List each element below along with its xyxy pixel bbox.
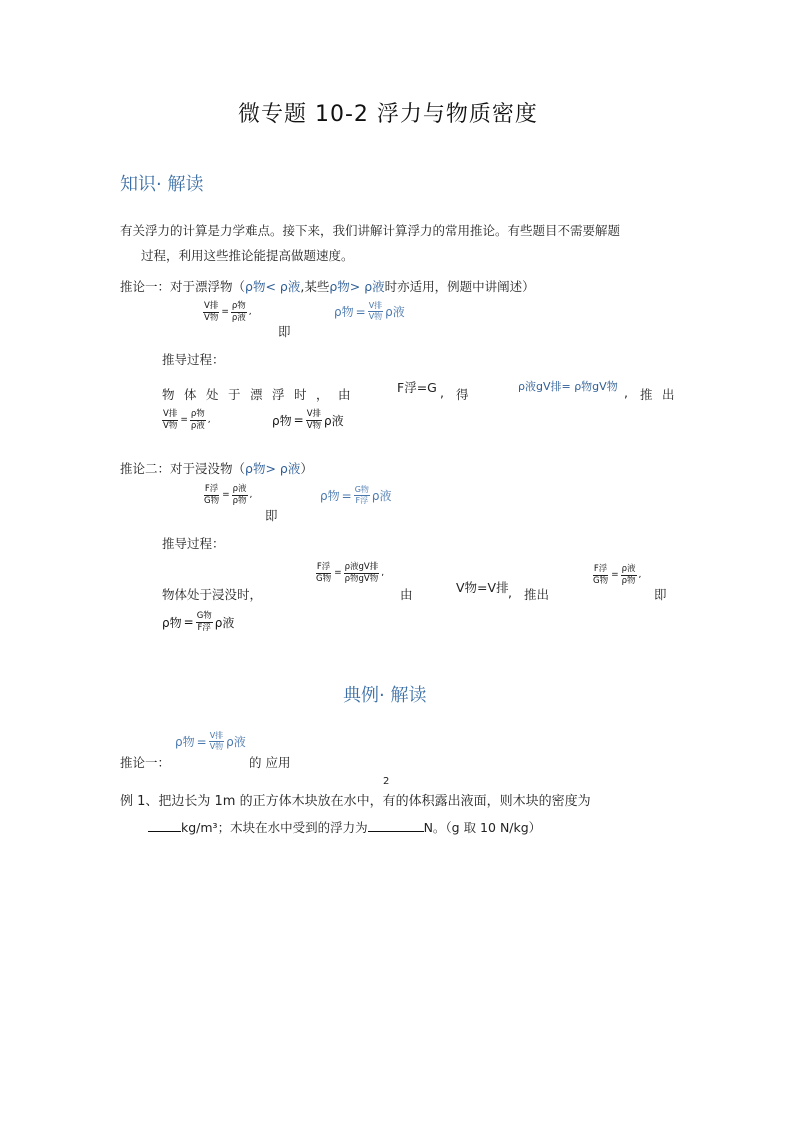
- theorem-1-derivation-eq1: F浮=G: [397, 380, 437, 395]
- theorem-1-ji: 即: [278, 324, 291, 339]
- page-title: 微专题 10-2 浮力与物质密度: [238, 102, 538, 127]
- application-label: 推论一：: [120, 755, 171, 770]
- theorem-1-formula-density: ρ物 = $\frac{\text{V排}}{\text{V物}}$ ρ液: [334, 301, 405, 321]
- example-1-line-2: [148, 818, 541, 836]
- example-1-text-d: N。（g 取 10 N/kg）: [423, 820, 542, 835]
- example-1-text-c: kg/m³；木块在水中受到的浮力为: [181, 820, 368, 835]
- application-formula: ρ物 = $\frac{\text{V排}}{\text{V物}}$ ρ液: [175, 731, 246, 751]
- theorem-2-heading: [120, 459, 313, 477]
- theorem-2-derivation-eq1: $\frac{\text{F浮}}{\text{G物}}$ = $\frac{\text{ρ液gV排}}{\text{ρ物gV物}}$ ,: [316, 562, 385, 584]
- theorem-2-ji: 即: [265, 508, 278, 523]
- theorem-1-derivation-eq2: ρ液gV排= ρ物gV物: [518, 380, 618, 393]
- example-1-text-b: 的体积露出液面，则木块的密度为: [395, 794, 591, 809]
- theorem-1-tail: 时亦适用，例题中讲阐述）: [384, 279, 535, 294]
- theorem-2-derivation-ji: 即: [654, 587, 667, 602]
- answer-blank-density[interactable]: [148, 820, 181, 832]
- theorem-1-mid: ,某些: [300, 279, 330, 294]
- intro-line-1: 有关浮力的计算是力学难点。接下来，我们讲解计算浮力的常用推论。有些题目不需要解题: [120, 223, 621, 238]
- theorem-1-result-ratio: $\frac{\text{V排}}{\text{V物}}$ = $\frac{\text{ρ物}}{\text{ρ液}}$ ,: [163, 409, 211, 431]
- example-1-line-1: [120, 790, 591, 809]
- theorem-2-derivation-label: 推导过程：: [162, 536, 225, 551]
- section-heading-examples: 典例· 解读: [343, 685, 427, 706]
- section-heading-knowledge: 知识· 解读: [120, 174, 204, 195]
- theorem-1-result-density: ρ物 = $\frac{\text{V排}}{\text{V物}}$ ρ液: [272, 409, 344, 431]
- theorem-1-formula-ratio: $\frac{\text{V排}}{\text{V物}}$ = $\frac{\text{ρ物}}{\text{ρ液}}$ ,: [204, 301, 252, 323]
- answer-blank-buoyancy[interactable]: [368, 820, 424, 832]
- example-1-text-a: 例 1、把边长为 1m 的正方体木块放在水中，有: [120, 794, 396, 809]
- theorem-2-condition: ρ物> ρ液: [245, 461, 301, 476]
- theorem-2-derivation-tuichu: 推出: [524, 587, 550, 602]
- theorem-2-formula-density: ρ物 = $\frac{\text{G物}}{\text{F浮}}$ ρ液: [320, 485, 392, 505]
- theorem-2-derivation-veq: V物=V排: [456, 580, 509, 595]
- theorem-1-derivation-de: 得: [456, 387, 469, 402]
- theorem-1-derivation-text: 物体处于漂浮时，由: [162, 387, 361, 402]
- theorem-1-label: 推论一：对于漂浮物（: [120, 279, 246, 294]
- theorem-2-derivation-eq2: $\frac{\text{F浮}}{\text{G物}}$ = $\frac{\text{ρ液}}{\text{ρ物}}$ ,: [593, 564, 642, 586]
- theorem-2-result-density: ρ物 = $\frac{\text{G物}}{\text{F浮}}$ ρ液: [162, 611, 235, 633]
- example-1-fraction-top: 2: [383, 776, 390, 787]
- theorem-2-formula-ratio: $\frac{\text{F浮}}{\text{G物}}$ = $\frac{\text{ρ液}}{\text{ρ物}}$ ,: [204, 484, 253, 506]
- theorem-2-derivation-text: 物体处于浸没时，: [162, 587, 263, 602]
- theorem-1-heading: [120, 277, 535, 295]
- theorem-2-close: ）: [300, 461, 313, 476]
- intro-line-2: 过程，利用这些推论能提高做题速度。: [141, 248, 354, 263]
- theorem-1-derivation-tuichu: 推出: [640, 387, 685, 402]
- theorem-2-derivation-you: 由: [400, 587, 413, 602]
- theorem-1-condition-2: ρ物> ρ液: [329, 279, 385, 294]
- theorem-1-derivation-label: 推导过程：: [162, 352, 225, 367]
- theorem-2-label: 推论二：对于浸没物（: [120, 461, 246, 476]
- application-tail: 的 应用: [249, 755, 291, 770]
- theorem-1-condition: ρ物< ρ液: [245, 279, 301, 294]
